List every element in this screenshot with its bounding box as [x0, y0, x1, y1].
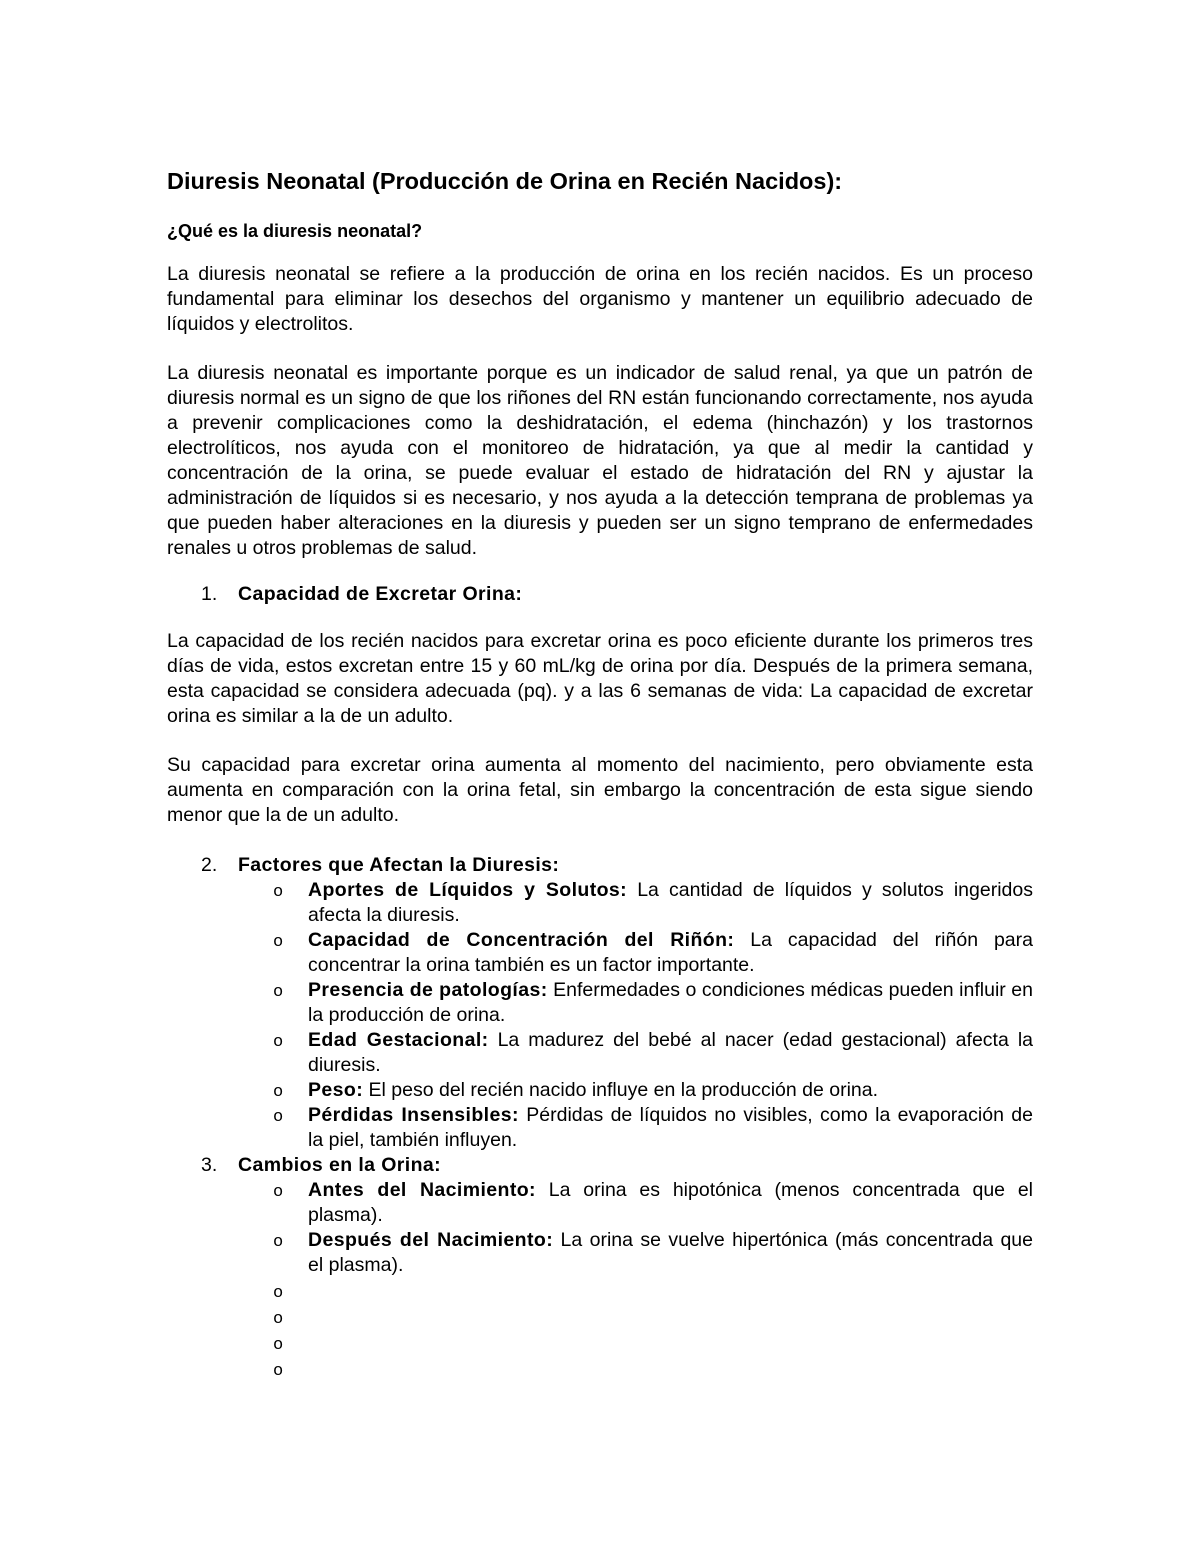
- list-item-text: La cantidad de líquidos y solutos ingeridos afecta la diuresis.: [308, 879, 1033, 926]
- empty-list-item: [167, 1357, 1033, 1382]
- section-number: 3.: [201, 1154, 218, 1176]
- list-item: [167, 878, 1033, 928]
- section-heading-text: Capacidad de Excretar Orina:: [238, 583, 523, 605]
- section-heading-text: Factores que Afectan la Diuresis:: [238, 854, 560, 876]
- section-heading-cambios: [167, 1153, 1033, 1178]
- bullet-circle-icon: o: [273, 933, 284, 952]
- empty-list-item: [167, 1279, 1033, 1304]
- question-heading: ¿Qué es la diuresis neonatal?: [167, 221, 423, 241]
- list-item-text: La orina es hipotónica (menos concentrada que el plasma).: [308, 1179, 1033, 1226]
- empty-list-item: [167, 1331, 1033, 1356]
- bullet-circle-icon: o: [273, 1233, 284, 1252]
- paragraph-capacidad: La capacidad de los recién nacidos para excretar orina es poco eficiente durante los primeros tres días de vida, estos excretan entre 15 y 60 mL/kg de orina por día. Después de la primera semana, esta capacidad se considera adecuada (pq). y a las 6 semanas de vida: La capacidad de excretar orina es similar a la de un adulto.: [167, 630, 1033, 727]
- bullet-circle-icon: o: [273, 1284, 284, 1303]
- list-item: [167, 1028, 1033, 1078]
- bullet-circle-icon: o: [273, 983, 284, 1002]
- list-item-text: La capacidad del riñón para concentrar la orina también es un factor importante.: [308, 929, 1033, 976]
- cambios-list: [167, 1178, 1033, 1382]
- list-item: [167, 1078, 1033, 1103]
- bullet-circle-icon: o: [273, 883, 284, 902]
- list-item-term: Después del Nacimiento:: [308, 1229, 554, 1251]
- list-item-text: Enfermedades o condiciones médicas pueden influir en la producción de orina.: [308, 979, 1034, 1026]
- paragraph-definition: La diuresis neonatal se refiere a la producción de orina en los recién nacidos. Es un proceso fundamental para eliminar los desechos del organismo y mantener un equilibrio adecuado de líquidos y electrolitos.: [167, 263, 1033, 335]
- bullet-circle-icon: o: [273, 1310, 284, 1329]
- list-item-term: Edad Gestacional:: [308, 1029, 489, 1051]
- bullet-circle-icon: o: [273, 1033, 284, 1052]
- list-item-term: Peso:: [308, 1079, 364, 1101]
- list-item: [167, 1103, 1033, 1153]
- list-item: [167, 928, 1033, 978]
- document-title: Diuresis Neonatal (Producción de Orina en Recién Nacidos):: [167, 168, 843, 194]
- list-item: [167, 1178, 1033, 1228]
- paragraph-importance: La diuresis neonatal es importante porque es un indicador de salud renal, ya que un patrón de diuresis normal es un signo de que los riñones del RN están funcionando correctamente, nos ayuda a prevenir complicaciones como la deshidratación, el edema (hinchazón) y los trastornos electrolíticos, nos ayuda con el monitoreo de hidratación, ya que al medir la cantidad y concentración de la orina, se puede evaluar el estado de hidratación del RN y ajustar la administración de líquidos si es necesario, y nos ayuda a la detección temprana de problemas ya que pueden haber alteraciones en la diuresis y pueden ser un signo temprano de enfermedades renales u otros problemas de salud.: [167, 362, 1033, 559]
- list-item-term: Antes del Nacimiento:: [308, 1179, 536, 1201]
- factores-list: [167, 878, 1033, 1153]
- list-item-text: La madurez del bebé al nacer (edad gestacional) afecta la diuresis.: [308, 1029, 1034, 1076]
- bullet-circle-icon: o: [273, 1108, 284, 1127]
- list-item-term: Presencia de patologías:: [308, 979, 548, 1001]
- list-item: [167, 1228, 1033, 1278]
- section-number: 2.: [201, 854, 218, 876]
- section-heading-text: Cambios en la Orina:: [238, 1154, 442, 1176]
- list-item-text: Pérdidas de líquidos no visibles, como la evaporación de la piel, también influyen.: [308, 1104, 1033, 1151]
- list-item-text: La orina se vuelve hipertónica (más concentrada que el plasma).: [308, 1229, 1033, 1276]
- section-heading-capacidad: [167, 582, 1033, 607]
- bullet-circle-icon: o: [273, 1183, 284, 1202]
- bullet-circle-icon: o: [273, 1336, 284, 1355]
- section-heading-factores: [167, 853, 1033, 878]
- list-item-term: Aportes de Líquidos y Solutos:: [308, 879, 628, 901]
- list-item-term: Capacidad de Concentración del Riñón:: [308, 929, 735, 951]
- list-item: [167, 978, 1033, 1028]
- list-item-term: Pérdidas Insensibles:: [308, 1104, 519, 1126]
- list-item-text: El peso del recién nacido influye en la producción de orina.: [368, 1079, 879, 1101]
- empty-list-item: [167, 1305, 1033, 1330]
- section-number: 1.: [201, 583, 218, 605]
- bullet-circle-icon: o: [273, 1083, 284, 1102]
- document-page: [167, 166, 1033, 1382]
- paragraph-aumento: Su capacidad para excretar orina aumenta al momento del nacimiento, pero obviamente esta aumenta en comparación con la orina fetal, sin embargo la concentración de esta sigue siendo menor que la de un adulto.: [167, 754, 1033, 826]
- bullet-circle-icon: o: [273, 1362, 284, 1381]
